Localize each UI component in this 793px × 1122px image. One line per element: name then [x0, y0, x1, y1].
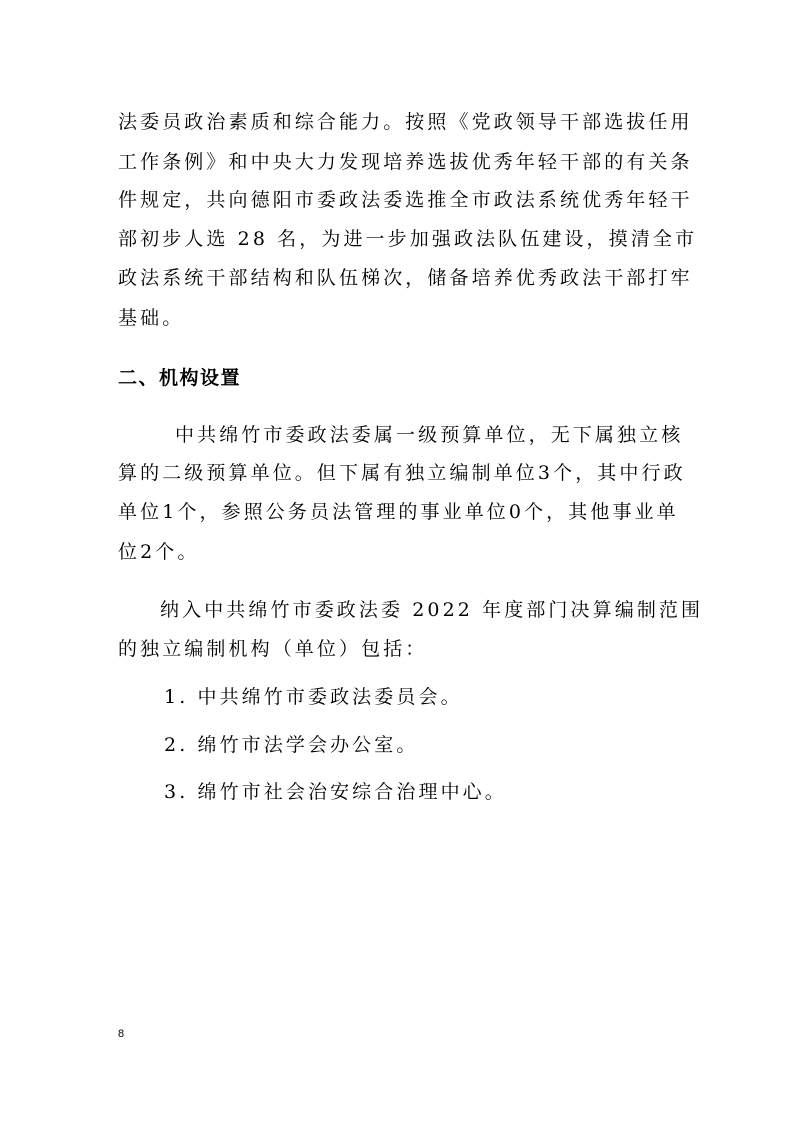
paragraph-line: 件规定，共向德阳市委政法委选推全市政法系统优秀年轻干: [118, 189, 693, 211]
paragraph-line: 纳入中共绵竹市委政法委 2022 年度部门决算编制范围: [160, 599, 704, 621]
paragraph-line: 部初步人选 28 名，为进一步加强政法队伍建设，摸清全市: [118, 228, 698, 250]
paragraph-line: 的独立编制机构（单位）包括：: [118, 638, 428, 660]
paragraph-line: 位2个。: [118, 541, 200, 563]
paragraph-line: 法委员政治素质和综合能力。按照《党政领导干部选拔任用: [118, 111, 693, 133]
list-item: 1. 中共绵竹市委政法委员会。: [164, 686, 463, 708]
list-item: 2. 绵竹市法学会办公室。: [164, 734, 419, 756]
paragraph-line: 算的二级预算单位。但下属有独立编制单位3个，其中行政: [118, 462, 686, 484]
list-item: 3. 绵竹市社会治安综合治理中心。: [164, 781, 507, 803]
paragraph-line: 单位1个，参照公务员法管理的事业单位0个，其他事业单: [118, 501, 679, 523]
section-heading: 二、机构设置: [118, 367, 242, 389]
paragraph-line: 基础。: [118, 307, 185, 329]
page-number: 8: [118, 1028, 125, 1040]
paragraph-line: 政法系统干部结构和队伍梯次，储备培养优秀政法干部打牢: [118, 267, 693, 289]
paragraph-line: 工作条例》和中央大力发现培养选拔优秀年轻干部的有关条: [118, 151, 693, 173]
paragraph-line: 中共绵竹市委政法委属一级预算单位，无下属独立核: [175, 424, 684, 446]
